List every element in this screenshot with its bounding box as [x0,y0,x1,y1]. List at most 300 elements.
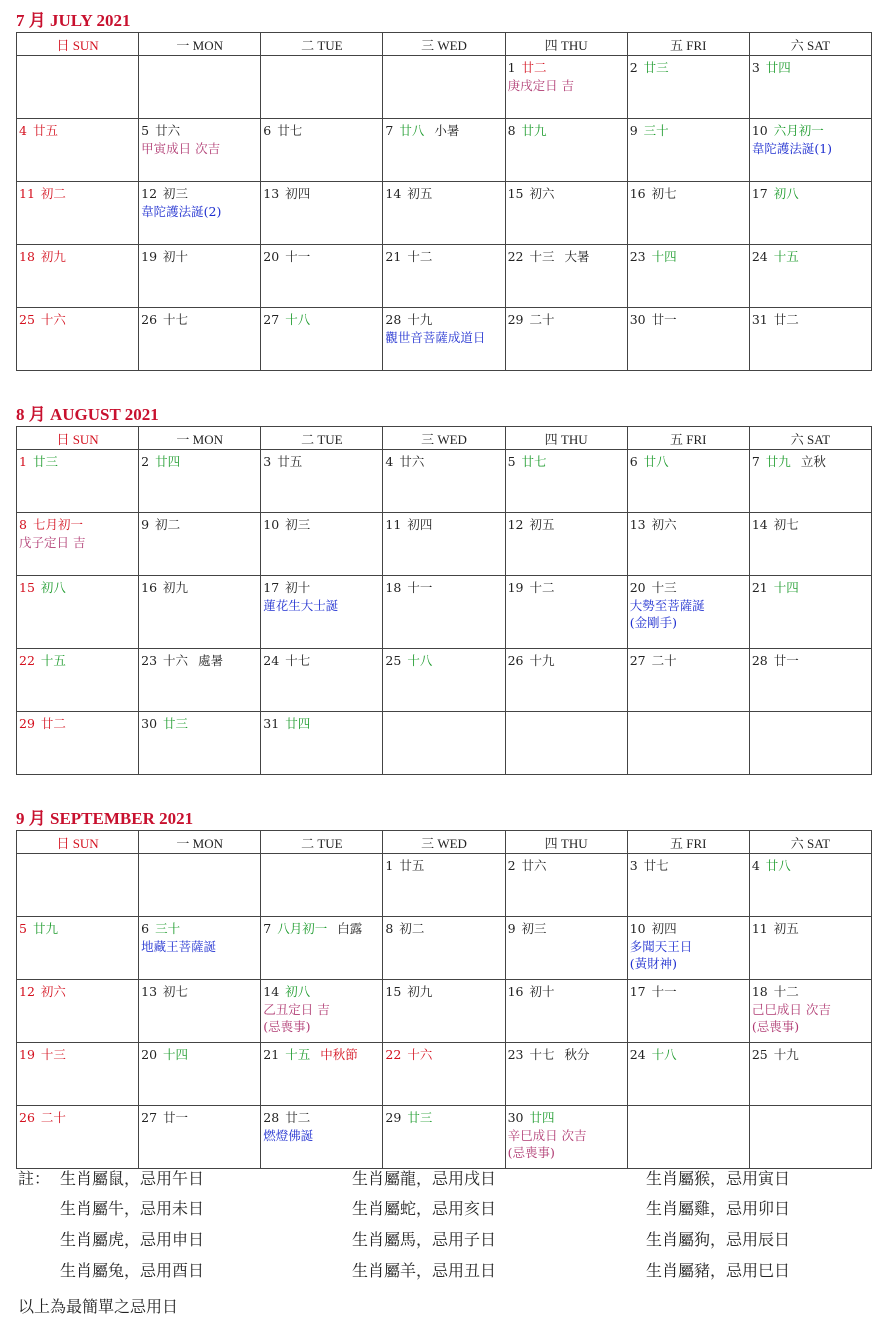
lunar-date: 初五 [773,921,799,936]
day-number: 11 [19,186,35,201]
day-cell [261,182,383,245]
day-cell [627,980,749,1043]
lunar-date: 六月初一 [773,123,824,138]
lunar-date: 初九 [163,580,189,595]
note-snake: 生肖屬蛇，忌用亥日 [352,1199,497,1218]
notes-footer: 以上為最簡單之忌用日 [18,1297,179,1316]
weekday-header: 五 FRI [627,33,749,56]
weekday-header: 五 FRI [627,427,749,450]
solar-term: 處暑 [198,653,224,668]
day-number: 28 [385,312,402,327]
day-number: 9 [629,123,638,138]
lunar-date: 初十 [163,249,189,264]
day-event: (忌喪事) [507,1145,555,1160]
day-number: 4 [385,454,394,469]
lunar-date: 二十 [529,312,555,327]
day-number: 7 [385,123,394,138]
note-dragon: 生肖屬龍，忌用戌日 [352,1169,497,1188]
day-cell [383,649,505,712]
weekday-header: 二 TUE [261,831,383,854]
day-cell [749,182,871,245]
day-cell [505,854,627,917]
lunar-date: 十一 [651,984,677,999]
day-number: 20 [141,1047,158,1062]
lunar-date: 十二 [773,984,799,999]
day-event: 韋陀護法誕(1) [751,141,833,156]
weekday-header: 五 FRI [627,831,749,854]
day-cell [627,119,749,182]
day-cell [261,576,383,649]
empty-cell [627,712,749,775]
solar-term: 秋分 [564,1047,590,1062]
day-event: (金剛手) [629,615,677,630]
day-number: 30 [141,716,158,731]
day-number: 19 [507,580,524,595]
note-ox: 生肖屬牛，忌用未日 [60,1199,205,1218]
day-cell [505,1106,627,1169]
day-cell [627,576,749,649]
lunar-date: 十六 [407,1047,433,1062]
day-event: 甲寅成日 次吉 [141,141,221,156]
lunar-date: 二十 [40,1110,66,1125]
lunar-date: 十七 [285,653,311,668]
day-number: 19 [19,1047,35,1062]
lunar-date: 十八 [407,653,433,668]
day-number: 4 [19,123,27,138]
day-event: 地藏王菩薩誕 [141,939,217,954]
day-number: 4 [751,858,760,873]
lunar-date: 初六 [529,186,555,201]
solar-term: 立秋 [800,454,826,469]
day-number: 17 [629,984,646,999]
day-event: 觀世音菩薩成道日 [385,330,486,345]
note-rooster: 生肖屬雞，忌用卯日 [646,1199,791,1218]
lunar-date: 廿九 [521,123,547,138]
lunar-date: 初四 [407,517,433,532]
lunar-date: 廿七 [277,123,303,138]
empty-cell [17,854,139,917]
day-number: 24 [629,1047,646,1062]
day-cell [505,182,627,245]
lunar-date: 廿三 [32,454,58,469]
note-horse: 生肖屬馬，忌用子日 [352,1230,497,1249]
day-number: 20 [263,249,280,264]
note-goat: 生肖屬羊，忌用丑日 [352,1261,497,1280]
day-number: 21 [263,1047,280,1062]
weekday-header: 日 SUN [17,33,139,56]
day-cell [505,56,627,119]
day-cell [17,649,139,712]
lunar-date: 十五 [285,1047,311,1062]
day-number: 1 [385,858,394,873]
day-cell [505,308,627,371]
weekday-header: 三 WED [383,33,505,56]
day-cell [261,712,383,775]
day-cell [383,980,505,1043]
lunar-date: 十三 [529,249,555,264]
day-number: 16 [629,186,646,201]
day-number: 6 [141,921,150,936]
day-cell [627,245,749,308]
month-title: 7 月 JULY 2021 [16,11,131,30]
day-cell [383,576,505,649]
day-cell [139,712,261,775]
day-number: 17 [751,186,768,201]
day-number: 3 [751,60,760,75]
solar-term: 大暑 [564,249,590,264]
lunar-date: 十三 [651,580,677,595]
lunar-date: 廿一 [163,1110,189,1125]
lunar-date: 初三 [163,186,189,201]
lunar-date: 初八 [285,984,311,999]
note-pig: 生肖屬豬，忌用巳日 [646,1261,791,1280]
day-cell [749,56,871,119]
solar-term: 小暑 [434,123,460,138]
day-number: 26 [507,653,524,668]
lunar-date: 初三 [521,921,547,936]
day-number: 2 [141,454,150,469]
lunar-date: 廿六 [399,454,425,469]
lunar-date: 初二 [155,517,181,532]
day-number: 27 [629,653,646,668]
lunar-date: 十四 [773,580,799,595]
day-cell [627,450,749,513]
day-cell [139,1106,261,1169]
day-number: 8 [385,921,394,936]
empty-cell [627,1106,749,1169]
day-cell [505,649,627,712]
day-cell [627,649,749,712]
lunar-date: 十六 [163,653,189,668]
day-cell [749,980,871,1043]
day-number: 30 [629,312,646,327]
lunar-date: 廿四 [765,60,791,75]
lunar-date: 廿五 [399,858,425,873]
day-number: 22 [507,249,524,264]
month-grid [16,830,872,1169]
lunar-date: 廿二 [285,1110,311,1125]
day-event: 燃燈佛誕 [263,1128,314,1143]
day-number: 11 [751,921,768,936]
day-cell [139,245,261,308]
day-number: 15 [385,984,402,999]
day-cell [749,450,871,513]
weekday-header: 三 WED [383,427,505,450]
weekday-header: 六 SAT [749,831,871,854]
month-grid [16,32,872,371]
note-monkey: 生肖屬猴，忌用寅日 [646,1169,791,1188]
day-number: 12 [141,186,158,201]
month-title: 8 月 AUGUST 2021 [16,405,159,424]
day-number: 27 [263,312,280,327]
day-cell [139,917,261,980]
note-rat: 生肖屬鼠，忌用午日 [60,1169,205,1188]
day-number: 13 [263,186,280,201]
day-cell [17,245,139,308]
weekday-header: 日 SUN [17,427,139,450]
lunar-date: 廿三 [407,1110,433,1125]
day-number: 6 [629,454,638,469]
lunar-date: 十九 [407,312,433,327]
notes-prefix: 註： [18,1169,51,1188]
note-rabbit: 生肖屬兔，忌用酉日 [60,1261,205,1280]
day-cell [383,1106,505,1169]
day-number: 12 [19,984,35,999]
lunar-date: 初七 [773,517,799,532]
day-cell [749,119,871,182]
day-cell [383,308,505,371]
lunar-date: 廿四 [529,1110,555,1125]
day-number: 16 [507,984,524,999]
solar-term: 中秋節 [320,1047,358,1062]
day-cell [17,712,139,775]
day-cell [261,1106,383,1169]
lunar-date: 初五 [529,517,555,532]
lunar-date: 廿四 [155,454,181,469]
day-cell [627,182,749,245]
day-number: 18 [385,580,402,595]
day-number: 1 [507,60,516,75]
day-number: 16 [141,580,158,595]
day-number: 19 [141,249,158,264]
day-cell [261,245,383,308]
empty-cell [383,712,505,775]
day-number: 5 [507,454,516,469]
lunar-date: 十二 [407,249,433,264]
day-cell [383,119,505,182]
lunar-date: 二十 [651,653,677,668]
weekday-header: 一 MON [139,427,261,450]
day-number: 10 [629,921,646,936]
lunar-date: 十九 [529,653,555,668]
lunar-date: 初九 [407,984,433,999]
lunar-date: 初十 [529,984,555,999]
day-cell [749,513,871,576]
lunar-date: 十二 [529,580,555,595]
weekday-header: 六 SAT [749,427,871,450]
day-number: 21 [385,249,402,264]
day-number: 23 [141,653,158,668]
day-event: (黃財神) [629,956,677,971]
day-number: 7 [263,921,272,936]
day-event: 庚戌定日 吉 [507,78,575,93]
day-cell [505,450,627,513]
day-number: 29 [385,1110,402,1125]
day-cell [749,576,871,649]
lunar-date: 十一 [407,580,433,595]
weekday-header: 二 TUE [261,33,383,56]
day-cell [17,980,139,1043]
day-number: 11 [385,517,402,532]
day-cell [261,980,383,1043]
day-cell [139,1043,261,1106]
day-cell [139,513,261,576]
day-event: 己巳成日 次吉 [751,1002,831,1017]
day-number: 28 [751,653,768,668]
empty-cell [383,56,505,119]
day-number: 2 [507,858,516,873]
day-number: 21 [751,580,768,595]
day-number: 31 [263,716,280,731]
day-cell [749,308,871,371]
day-cell [261,450,383,513]
day-cell [749,245,871,308]
day-number: 9 [507,921,516,936]
day-cell [749,917,871,980]
empty-cell [139,56,261,119]
empty-cell [17,56,139,119]
day-number: 15 [507,186,524,201]
lunar-date: 廿五 [277,454,303,469]
day-cell [749,649,871,712]
day-number: 7 [751,454,760,469]
lunar-date: 初四 [285,186,311,201]
lunar-date: 廿七 [521,454,547,469]
day-cell [17,119,139,182]
day-cell [139,119,261,182]
day-number: 22 [19,653,35,668]
empty-cell [261,854,383,917]
lunar-date: 廿九 [32,921,58,936]
lunar-date: 初二 [40,186,66,201]
day-cell [505,980,627,1043]
lunar-date: 廿六 [155,123,181,138]
day-number: 22 [385,1047,402,1062]
lunar-date: 初四 [651,921,677,936]
lunar-date: 初七 [651,186,677,201]
note-dog: 生肖屬狗，忌用辰日 [646,1230,791,1249]
day-cell [261,1043,383,1106]
lunar-date: 十三 [40,1047,66,1062]
lunar-date: 十七 [163,312,189,327]
weekday-header: 四 THU [505,831,627,854]
day-number: 14 [263,984,280,999]
day-number: 25 [19,312,35,327]
lunar-date: 十八 [285,312,311,327]
day-cell [627,308,749,371]
day-cell [261,119,383,182]
weekday-header: 三 WED [383,831,505,854]
day-cell [627,56,749,119]
lunar-date: 初十 [285,580,311,595]
day-cell [261,308,383,371]
lunar-date: 初八 [40,580,66,595]
weekday-header: 四 THU [505,427,627,450]
day-event: (忌喪事) [751,1019,800,1034]
lunar-date: 廿八 [399,123,425,138]
day-event: 蓮花生大士誕 [263,598,339,613]
lunar-date: 七月初一 [32,517,83,532]
day-number: 2 [629,60,638,75]
day-number: 26 [19,1110,35,1125]
day-cell [505,245,627,308]
lunar-date: 廿三 [643,60,669,75]
day-cell [383,917,505,980]
lunar-date: 初九 [40,249,66,264]
lunar-date: 廿五 [32,123,58,138]
lunar-date: 十四 [163,1047,189,1062]
day-number: 31 [751,312,768,327]
day-number: 3 [629,858,638,873]
day-number: 6 [263,123,272,138]
day-cell [17,1106,139,1169]
day-number: 24 [263,653,280,668]
day-cell [627,1043,749,1106]
day-cell [505,1043,627,1106]
day-cell [383,450,505,513]
day-cell [261,513,383,576]
empty-cell [749,712,871,775]
lunar-date: 廿二 [521,60,547,75]
empty-cell [261,56,383,119]
lunar-date: 三十 [643,123,669,138]
weekday-header: 六 SAT [749,33,871,56]
weekday-header: 四 THU [505,33,627,56]
day-number: 23 [507,1047,524,1062]
day-number: 8 [507,123,516,138]
empty-cell [505,712,627,775]
day-number: 25 [385,653,402,668]
day-number: 8 [19,517,27,532]
empty-cell [749,1106,871,1169]
day-number: 14 [751,517,768,532]
weekday-header: 一 MON [139,33,261,56]
day-number: 24 [751,249,768,264]
lunar-date: 廿一 [651,312,677,327]
day-cell [505,119,627,182]
lunar-date: 廿三 [163,716,189,731]
day-cell [505,576,627,649]
day-cell [17,1043,139,1106]
day-cell [505,513,627,576]
day-cell [627,854,749,917]
day-event: (忌喪事) [263,1019,311,1034]
empty-cell [139,854,261,917]
day-number: 10 [751,123,768,138]
day-number: 30 [507,1110,524,1125]
lunar-date: 廿一 [773,653,799,668]
day-number: 20 [629,580,646,595]
lunar-date: 初五 [407,186,433,201]
day-event: 戊子定日 吉 [19,535,86,550]
day-cell [261,917,383,980]
weekday-header: 一 MON [139,831,261,854]
lunar-date: 十五 [40,653,66,668]
day-cell [17,182,139,245]
lunar-date: 三十 [155,921,181,936]
lunar-date: 十四 [651,249,677,264]
day-cell [17,513,139,576]
day-number: 12 [507,517,524,532]
day-cell [749,854,871,917]
day-cell [383,245,505,308]
day-cell [139,649,261,712]
day-cell [17,917,139,980]
day-cell [383,513,505,576]
lunar-date: 廿四 [285,716,311,731]
day-cell [383,1043,505,1106]
day-number: 29 [19,716,35,731]
day-number: 5 [141,123,150,138]
day-cell [139,182,261,245]
day-number: 25 [751,1047,768,1062]
lunar-date: 十一 [285,249,311,264]
day-event: 大勢至菩薩誕 [629,598,705,613]
lunar-date: 廿八 [643,454,669,469]
day-cell [261,649,383,712]
day-cell [17,450,139,513]
lunar-date: 廿二 [773,312,799,327]
